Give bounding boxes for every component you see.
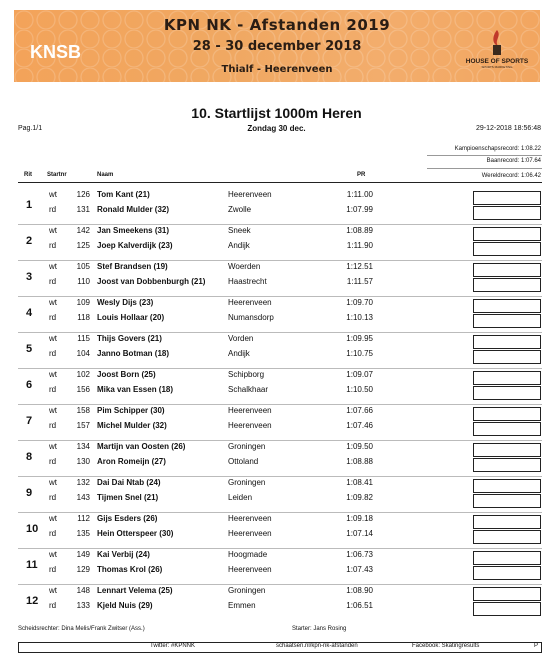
skater-name: Joep Kalverdijk (23) <box>97 241 173 250</box>
club: Groningen <box>228 478 266 487</box>
divider <box>427 168 542 169</box>
table-row <box>18 421 542 434</box>
lane: rd <box>49 529 57 538</box>
heat-number: 12 <box>26 595 39 607</box>
table-row <box>18 385 542 398</box>
heat-number: 1 <box>26 199 33 211</box>
heat-number: 2 <box>26 235 33 247</box>
skater-name: Joost Born (25) <box>97 370 156 379</box>
lane: wt <box>49 370 57 379</box>
start-number: 158 <box>76 406 90 415</box>
table-row <box>18 370 542 383</box>
skater-name: Wesly Dijs (23) <box>97 298 154 307</box>
start-number: 143 <box>76 493 90 502</box>
lane: wt <box>49 298 57 307</box>
club: Haastrecht <box>228 277 267 286</box>
heat-block <box>18 224 542 259</box>
result-box <box>473 443 541 457</box>
world-record: Wereldrecord: 1:06.42 <box>481 173 541 179</box>
table-row <box>18 406 542 419</box>
club: Andijk <box>228 349 250 358</box>
skater-name: Janno Botman (18) <box>97 349 170 358</box>
club: Zwolle <box>228 205 252 214</box>
club: Heerenveen <box>228 565 272 574</box>
table-row <box>18 493 542 506</box>
skater-name: Gijs Esders (26) <box>97 514 158 523</box>
club: Numansdorp <box>228 313 274 322</box>
start-number: 125 <box>76 241 90 250</box>
lane: wt <box>49 190 57 199</box>
result-box <box>473 386 541 400</box>
personal-record: 1:09.82 <box>346 493 373 502</box>
skater-name: Tijmen Snel (21) <box>97 493 159 502</box>
club: Andijk <box>228 241 250 250</box>
starter: Starter: Jans Rosing <box>292 626 347 632</box>
result-box <box>473 206 541 220</box>
column-header-pr: PR <box>357 172 366 178</box>
personal-record: 1:09.07 <box>346 370 373 379</box>
heat-block <box>18 332 542 367</box>
table-row <box>18 601 542 614</box>
table-row <box>18 550 542 563</box>
divider <box>427 155 542 156</box>
table-row <box>18 298 542 311</box>
result-box <box>473 602 541 616</box>
twitter-tag: Twitter: #KPNNK <box>150 643 196 649</box>
personal-record: 1:10.50 <box>346 385 373 394</box>
lane: rd <box>49 493 57 502</box>
club: Emmen <box>228 601 256 610</box>
skater-name: Tom Kant (21) <box>97 190 150 199</box>
lane: rd <box>49 565 57 574</box>
personal-record: 1:10.75 <box>346 349 373 358</box>
table-row <box>18 190 542 203</box>
club: Schalkhaar <box>228 385 269 394</box>
document-title: 10. Startlijst 1000m Heren <box>191 105 362 121</box>
result-box <box>473 227 541 241</box>
heat-block <box>18 548 542 583</box>
referees: Scheidsrechter: Dina Melis/Frank Zwitser (Ass.) <box>18 626 145 632</box>
lane: rd <box>49 241 57 250</box>
start-number: 129 <box>76 565 90 574</box>
result-box <box>473 242 541 256</box>
personal-record: 1:11.00 <box>346 190 373 199</box>
table-row <box>18 586 542 599</box>
table-row <box>18 529 542 542</box>
lane: wt <box>49 478 57 487</box>
table-row <box>18 262 542 275</box>
result-box <box>473 299 541 313</box>
start-number: 115 <box>77 334 90 343</box>
heat-block <box>18 368 542 403</box>
result-box <box>473 458 541 472</box>
lane: rd <box>49 313 57 322</box>
personal-record: 1:12.51 <box>346 262 373 271</box>
club: Heerenveen <box>228 298 272 307</box>
result-box <box>473 278 541 292</box>
club: Sneek <box>228 226 251 235</box>
club: Heerenveen <box>228 529 272 538</box>
table-row <box>18 241 542 254</box>
skater-name: Kjeld Nuis (29) <box>97 601 153 610</box>
result-box <box>473 314 541 328</box>
knsb-logo-text: KNSB <box>30 42 82 62</box>
heat-number: 3 <box>26 271 33 283</box>
lane: wt <box>49 226 57 235</box>
club: Hoogmade <box>228 550 268 559</box>
skater-name: Mika van Essen (18) <box>97 385 174 394</box>
heat-block <box>18 404 542 439</box>
club: Heerenveen <box>228 190 272 199</box>
personal-record: 1:06.51 <box>346 601 373 610</box>
result-box <box>473 530 541 544</box>
skater-name: Louis Hollaar (20) <box>97 313 165 322</box>
lane: rd <box>49 349 57 358</box>
lane: wt <box>49 334 57 343</box>
result-box <box>473 350 541 364</box>
personal-record: 1:06.73 <box>346 550 373 559</box>
house-of-sports-logo-sub: SPORTS MARKETING <box>481 65 513 69</box>
table-row <box>18 334 542 347</box>
skater-name: Pim Schipper (30) <box>97 406 165 415</box>
result-box <box>473 479 541 493</box>
table-row <box>18 313 542 326</box>
start-number: 132 <box>76 478 90 487</box>
personal-record: 1:08.88 <box>346 457 373 466</box>
lane: wt <box>49 406 57 415</box>
club: Vorden <box>228 334 254 343</box>
skater-name: Michel Mulder (32) <box>97 421 167 430</box>
personal-record: 1:07.46 <box>346 421 373 430</box>
heat-block <box>18 512 542 547</box>
personal-record: 1:08.90 <box>346 586 373 595</box>
skater-name: Dai Dai Ntab (24) <box>97 478 161 487</box>
start-number: 110 <box>77 277 90 286</box>
personal-record: 1:11.90 <box>346 241 373 250</box>
result-box <box>473 263 541 277</box>
start-number: 142 <box>76 226 90 235</box>
lane: wt <box>49 586 57 595</box>
start-number: 102 <box>76 370 90 379</box>
heat-number: 9 <box>26 487 33 499</box>
start-number: 148 <box>76 586 90 595</box>
lane: rd <box>49 601 57 610</box>
club: Groningen <box>228 442 266 451</box>
start-number: 157 <box>76 421 90 430</box>
table-row <box>18 277 542 290</box>
heat-block <box>18 584 542 619</box>
skater-name: Lennart Velema (25) <box>97 586 173 595</box>
skater-name: Thijs Govers (21) <box>97 334 162 343</box>
club: Ottoland <box>228 457 259 466</box>
result-box <box>473 335 541 349</box>
skater-name: Martijn van Oosten (26) <box>97 442 186 451</box>
heat-number: 11 <box>26 559 38 571</box>
start-number: 112 <box>77 514 90 523</box>
lane: rd <box>49 457 57 466</box>
start-number: 126 <box>76 190 90 199</box>
start-number: 149 <box>76 550 90 559</box>
result-box <box>473 494 541 508</box>
lane: wt <box>49 514 57 523</box>
website-link[interactable]: schaatsen.nl/kpn-nk-afstanden <box>276 643 358 649</box>
personal-record: 1:08.41 <box>346 478 373 487</box>
start-number: 118 <box>77 313 90 322</box>
personal-record: 1:07.14 <box>346 529 373 538</box>
start-number: 135 <box>76 529 90 538</box>
result-box <box>473 515 541 529</box>
heat-number: 4 <box>26 307 33 319</box>
skater-name: Joost van Dobbenburgh (21) <box>97 277 206 286</box>
result-box <box>473 422 541 436</box>
print-timestamp: 29-12-2018 18:56:48 <box>476 125 541 132</box>
header-divider <box>18 182 542 183</box>
column-header-name: Naam <box>97 172 114 178</box>
lane: wt <box>49 262 57 271</box>
event-title: KPN NK - Afstanden 2019 <box>163 16 391 34</box>
skater-name: Kai Verbij (24) <box>97 550 150 559</box>
result-box <box>473 587 541 601</box>
heat-number: 10 <box>26 523 39 535</box>
heat-block <box>18 440 542 475</box>
personal-record: 1:09.70 <box>346 298 373 307</box>
event-venue: Thialf - Heerenveen <box>221 64 333 75</box>
skater-name: Jan Smeekens (31) <box>97 226 170 235</box>
start-number: 105 <box>76 262 90 271</box>
start-number: 131 <box>76 205 90 214</box>
club: Woerden <box>228 262 261 271</box>
lane: rd <box>49 421 57 430</box>
house-of-sports-logo-text: HOUSE OF SPORTS <box>465 58 529 65</box>
start-number: 104 <box>76 349 90 358</box>
personal-record: 1:07.66 <box>346 406 373 415</box>
championship-record: Kampioenschapsrecord: 1:08.22 <box>454 146 541 152</box>
page-indicator: Pag.1/1 <box>18 125 43 132</box>
skater-name: Stef Brandsen (19) <box>97 262 168 271</box>
table-row <box>18 514 542 527</box>
personal-record: 1:11.57 <box>346 277 373 286</box>
lane: rd <box>49 277 57 286</box>
personal-record: 1:09.95 <box>346 334 373 343</box>
event-banner <box>14 10 540 82</box>
start-number: 133 <box>76 601 90 610</box>
result-box <box>473 407 541 421</box>
column-header-startnr: Startnr <box>47 172 67 178</box>
start-number: 156 <box>76 385 90 394</box>
personal-record: 1:09.50 <box>346 442 373 451</box>
club: Heerenveen <box>228 514 272 523</box>
personal-record: 1:08.89 <box>346 226 373 235</box>
club: Leiden <box>228 493 253 502</box>
table-row <box>18 442 542 455</box>
result-box <box>473 566 541 580</box>
club: Heerenveen <box>228 406 272 415</box>
table-row <box>18 478 542 491</box>
facebook-tag: Facebook: Skatingresults <box>412 643 480 649</box>
heat-number: 8 <box>26 451 33 463</box>
club: Groningen <box>228 586 266 595</box>
table-row <box>18 565 542 578</box>
lane: wt <box>49 550 57 559</box>
personal-record: 1:07.43 <box>346 565 373 574</box>
club: Heerenveen <box>228 421 272 430</box>
track-record: Baanrecord: 1:07.64 <box>486 158 541 164</box>
skater-name: Thomas Krol (26) <box>97 565 163 574</box>
result-box <box>473 551 541 565</box>
house-of-sports-logo <box>464 28 530 70</box>
heat-number: 7 <box>26 415 33 427</box>
lane: rd <box>49 205 57 214</box>
lane: rd <box>49 385 57 394</box>
document-subtitle: Zondag 30 dec. <box>247 124 306 133</box>
table-row <box>18 226 542 239</box>
heat-block <box>18 260 542 295</box>
personal-record: 1:07.99 <box>346 205 373 214</box>
column-header-heat: Rit <box>24 172 32 178</box>
club: Schipborg <box>228 370 265 379</box>
result-box <box>473 191 541 205</box>
heat-block <box>18 188 542 223</box>
result-box <box>473 371 541 385</box>
heat-block <box>18 296 542 331</box>
start-number: 130 <box>76 457 90 466</box>
heat-block <box>18 476 542 511</box>
event-dates: 28 - 30 december 2018 <box>192 39 362 54</box>
personal-record: 1:09.18 <box>346 514 373 523</box>
skater-name: Hein Otterspeer (30) <box>97 529 174 538</box>
page-mark: P <box>534 643 539 649</box>
table-row <box>18 349 542 362</box>
table-row <box>18 205 542 218</box>
heat-number: 6 <box>26 379 33 391</box>
personal-record: 1:10.13 <box>346 313 373 322</box>
lane: wt <box>49 442 57 451</box>
start-number: 134 <box>76 442 90 451</box>
skater-name: Aron Romeijn (27) <box>97 457 166 466</box>
skater-name: Ronald Mulder (32) <box>97 205 170 214</box>
table-row <box>18 457 542 470</box>
start-number: 109 <box>76 298 90 307</box>
heat-number: 5 <box>26 343 33 355</box>
